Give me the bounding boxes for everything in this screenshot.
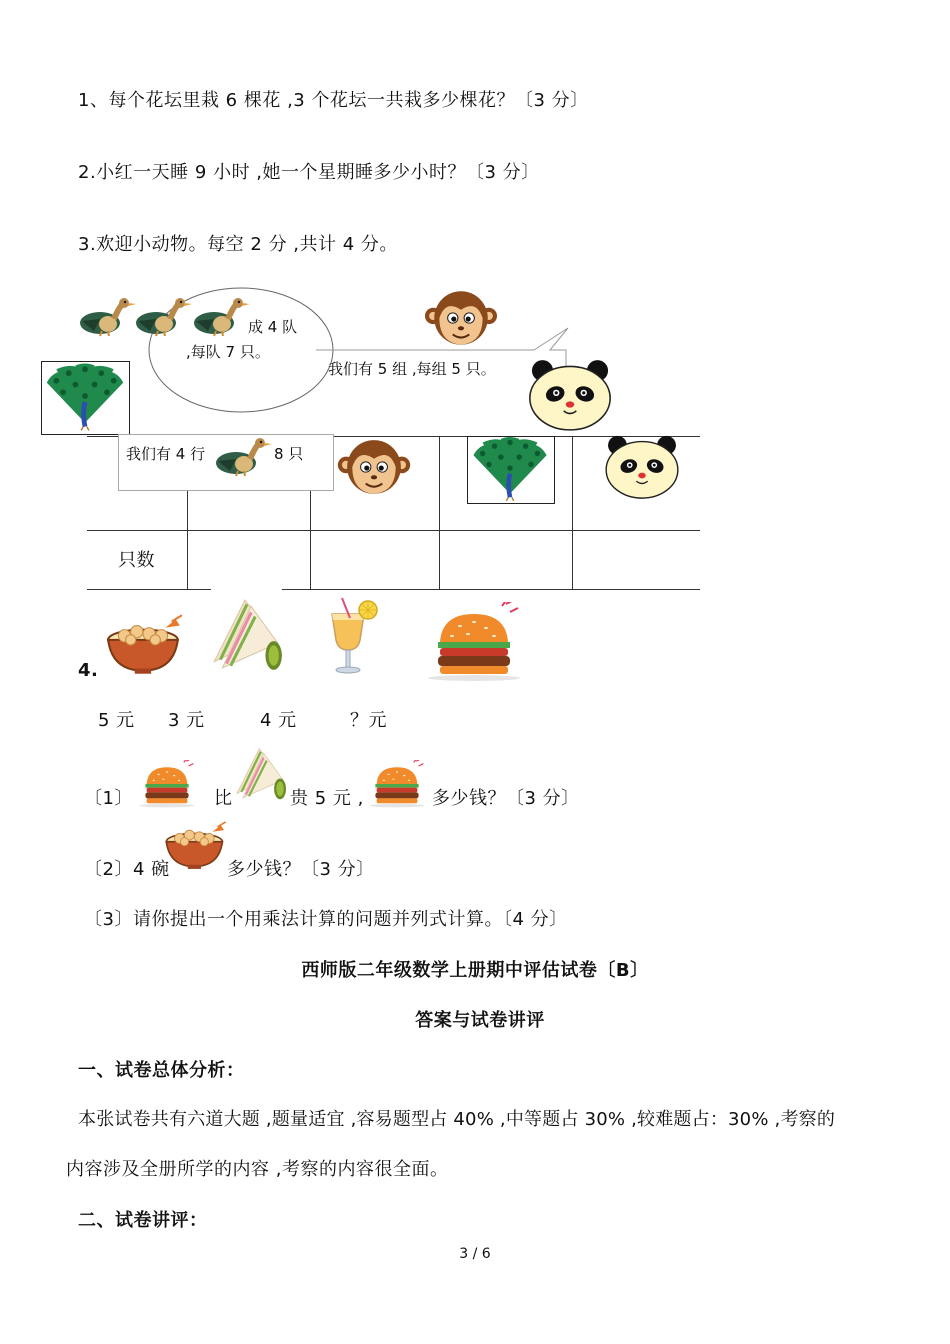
price-juice: 4 元	[260, 710, 297, 731]
duck-icon	[134, 296, 194, 338]
sub2-prefix: 〔2〕4 碗	[84, 859, 170, 880]
duck-icon	[192, 296, 252, 338]
answer-subtitle: 答案与试卷讲评	[415, 1010, 545, 1031]
peacock-bubble-right: 8 只	[274, 445, 304, 463]
panda-icon	[527, 358, 613, 432]
duck-icon	[214, 436, 274, 478]
question-1: 1、每个花坛里栽 6 棵花 ,3 个花坛一共栽多少棵花？〔3 分〕	[78, 90, 589, 111]
sub1-more: 贵 5 元 ,	[290, 788, 364, 809]
peacock-icon	[468, 437, 552, 501]
sub2-question: 多少钱？〔3 分〕	[227, 859, 375, 880]
peacock-icon	[42, 362, 128, 432]
question-4-number: 4.	[78, 660, 99, 681]
analysis-paragraph-line2: 内容涉及全册所学的内容 ,考察的内容很全面。	[66, 1159, 449, 1180]
peacock-frame	[41, 361, 130, 435]
answer-title: 西师版二年级数学上册期中评估试卷〔B〕	[301, 960, 649, 981]
panda-bubble-text: 我们有 5 组 ,每组 5 只。	[328, 360, 496, 378]
monkey-icon	[337, 436, 411, 498]
burger-icon	[366, 760, 428, 808]
section-heading-1: 一、试卷总体分析：	[78, 1060, 245, 1081]
page-number: 3 / 6	[459, 1246, 491, 1262]
noodle-bowl-icon	[163, 820, 229, 870]
sub1-question: 多少钱？〔3 分〕	[432, 788, 580, 809]
sub1-prefix: 〔1〕	[84, 788, 133, 809]
question-3: 3.欢迎小动物。每空 2 分 ,共计 4 分。	[78, 234, 398, 255]
panda-icon	[599, 434, 685, 500]
sandwich-icon	[234, 744, 286, 804]
price-burger: ？元	[350, 710, 387, 731]
noodle-bowl-icon	[104, 612, 186, 676]
price-bowl: 5 元	[98, 710, 135, 731]
burger-icon	[424, 602, 524, 682]
section-heading-2: 二、试卷讲评：	[78, 1210, 208, 1231]
price-sandwich: 3 元	[168, 710, 205, 731]
duck-bubble-line1: 成 4 队	[248, 318, 298, 336]
burger-icon	[136, 760, 198, 808]
question-2: 2.小红一天睡 9 小时 ,她一个星期睡多少小时？〔3 分〕	[78, 162, 540, 183]
table-row-label: 只数	[118, 550, 155, 571]
peacock-frame	[467, 436, 555, 504]
analysis-paragraph-line1: 本张试卷共有六道大题 ,题量适宜 ,容易题型占 40% ,中等题占 30% ,较难题占：30% ,考察的	[78, 1109, 836, 1130]
sub1-compare: 比	[214, 788, 233, 809]
sandwich-icon	[210, 594, 282, 676]
sub3: 〔3〕请你提出一个用乘法计算的问题并列式计算。〔4 分〕	[84, 909, 568, 930]
peacock-bubble-left: 我们有 4 行	[126, 445, 206, 463]
juice-icon	[322, 596, 382, 676]
duck-icon	[78, 296, 138, 338]
duck-bubble-line2: ,每队 7 只。	[186, 343, 270, 361]
